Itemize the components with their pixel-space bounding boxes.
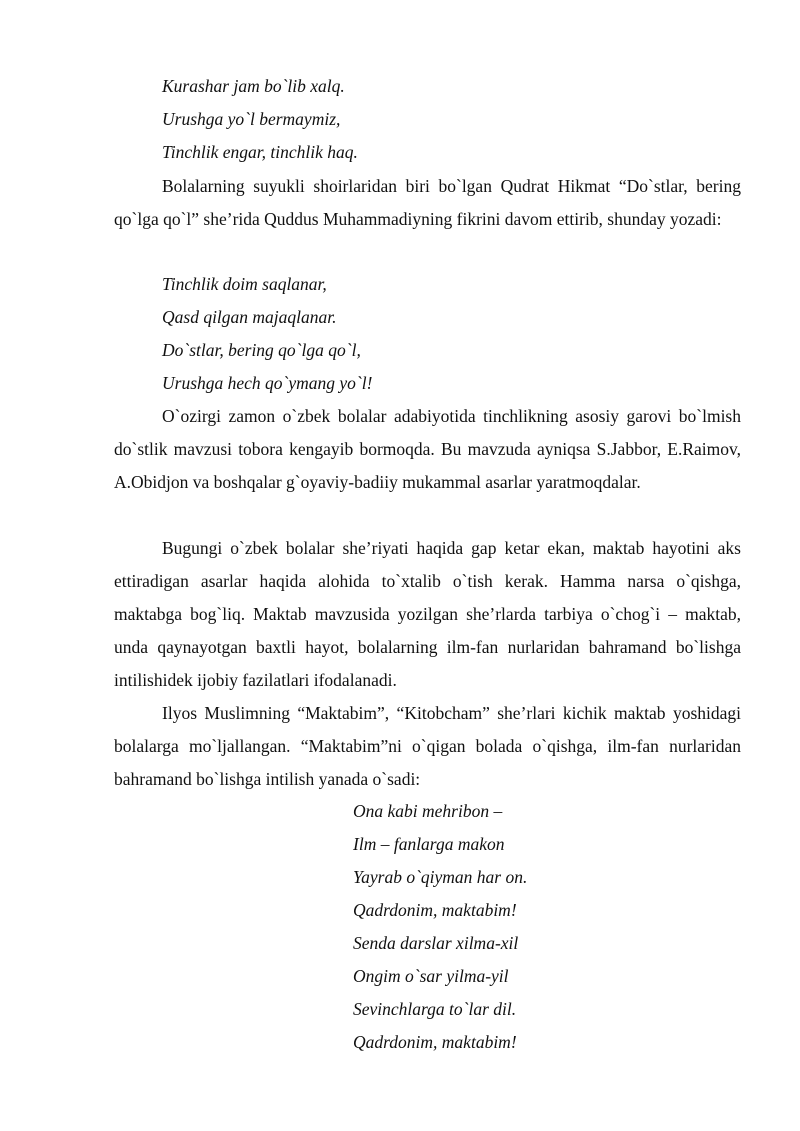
verse-line: Ilm – fanlarga makon — [353, 834, 505, 854]
verse-line: Urushga yo`l bermaymiz, — [162, 109, 341, 129]
verse-line: Kurashar jam bo`lib xalq. — [162, 76, 345, 96]
body-paragraph: Bolalarning suyukli shoirlaridan biri bo`lgan Qudrat Hikmat “Do`stlar, bering qo`lga qo`l” she’rida Quddus Muhammadiyning fikrini davom ettirib, shunday yozadi: — [114, 176, 741, 229]
verse-line: Urushga hech qo`ymang yo`l! — [162, 373, 373, 393]
verse-line: Yayrab o`qiyman har on. — [353, 867, 528, 887]
verse-line: Do`stlar, bering qo`lga qo`l, — [162, 340, 361, 360]
verse-line: Tinchlik engar, tinchlik haq. — [162, 142, 358, 162]
verse-line: Senda darslar xilma-xil — [353, 933, 519, 953]
verse-line: Qadrdonim, maktabim! — [353, 1032, 517, 1052]
verse-line: Qadrdonim, maktabim! — [353, 900, 517, 920]
body-paragraph: O`ozirgi zamon o`zbek bolalar adabiyotida tinchlikning asosiy garovi bo`lmish do`stlik mavzusi tobora kengayib bormoqda. Bu mavzuda ayniqsa S.Jabbor, E.Raimov, A.Obidjon va boshqalar g`oyaviy-badiiy mukammal asarlar yaratmoqdalar. — [114, 406, 741, 492]
verse-line: Tinchlik doim saqlanar, — [162, 274, 327, 294]
verse-line: Ongim o`sar yilma-yil — [353, 966, 509, 986]
verse-line: Qasd qilgan majaqlanar. — [162, 307, 337, 327]
verse-line: Sevinchlarga to`lar dil. — [353, 999, 517, 1019]
verse-line: Ona kabi mehribon – — [353, 801, 503, 821]
body-paragraph: Ilyos Muslimning “Maktabim”, “Kitobcham” she’rlari kichik maktab yoshidagi bolalarga mo`ljallangan. “Maktabim”ni o`qigan bolada o`qishga, ilm-fan nurlaridan bahramand bo`lishga intilish yanada o`sadi: — [114, 703, 741, 789]
body-paragraph: Bugungi o`zbek bolalar she’riyati haqida gap ketar ekan, maktab hayotini aks ettiradigan asarlar haqida alohida to`xtalib o`tish kerak. Hamma narsa o`qishga, maktabga bog`liq. Maktab mavzusida yozilgan she’rlarda tarbiya o`chog`i – maktab, unda qaynayotgan baxtli hayot, bolalarning ilm-fan nurlaridan bahramand bo`lishga intilishidek ijobiy fazilatlari ifodalanadi. — [114, 538, 741, 690]
